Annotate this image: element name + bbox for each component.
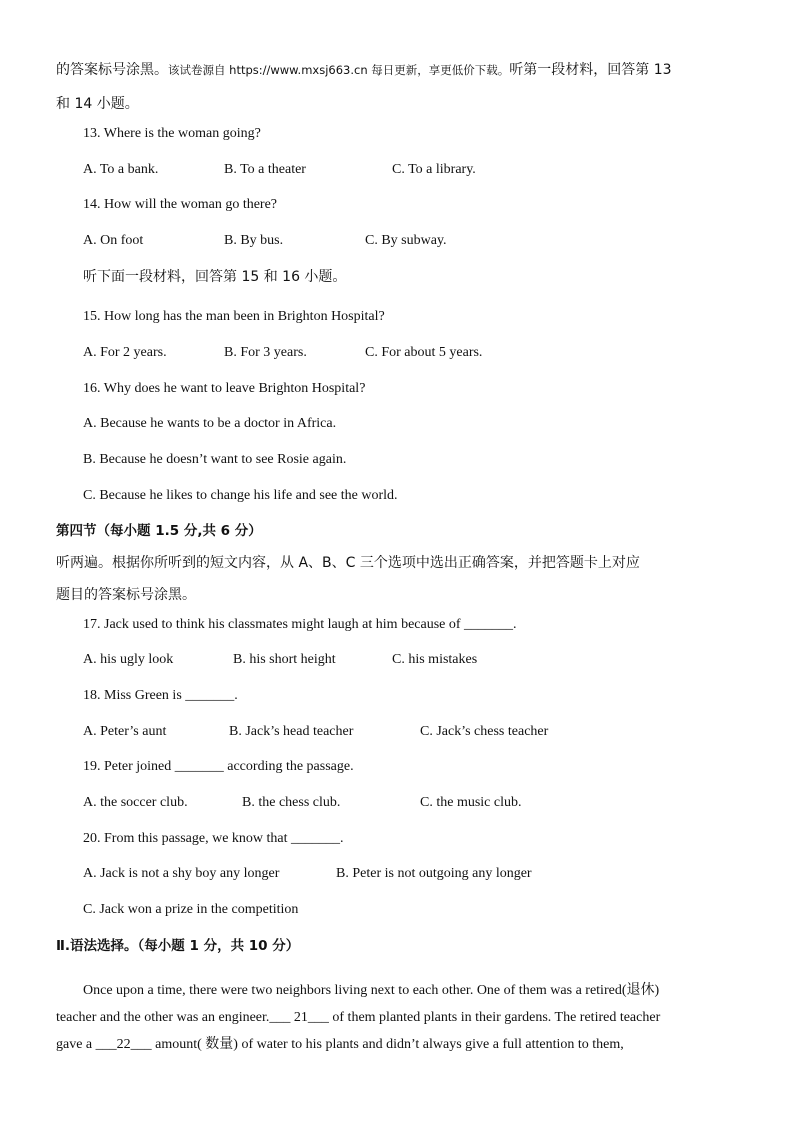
question-19-option-c: C. the music club.	[420, 795, 522, 810]
question-13-option-c: C. To a library.	[392, 162, 476, 177]
question-16-stem: 16. Why does he want to leave Brighton Hospital?	[83, 381, 366, 396]
question-18-option-c: C. Jack’s chess teacher	[420, 724, 549, 739]
header-line-2: 和 14 小题。	[56, 96, 139, 112]
question-17-stem: 17. Jack used to think his classmates might laugh at him because of _______.	[83, 617, 517, 632]
question-19-option-a: A. the soccer club.	[83, 795, 188, 810]
question-14-option-a: A. On foot	[83, 233, 144, 248]
grammar-paragraph-line-2: teacher and the other was an engineer.___ 21___ of them planted plants in their gardens. The retired teacher	[56, 1010, 661, 1025]
question-15-option-a: A. For 2 years.	[83, 345, 167, 360]
question-19-option-b: B. the chess club.	[242, 795, 341, 810]
question-14-option-b: B. By bus.	[224, 233, 284, 248]
question-17-option-b: B. his short height	[233, 652, 336, 667]
grammar-section-title: Ⅱ.语法选择。（每小题 1 分，共 10 分）	[56, 938, 300, 954]
question-13-stem: 13. Where is the woman going?	[83, 126, 261, 141]
header-text-1: 的答案标号涂黑。	[56, 62, 168, 78]
question-15-option-c: C. For about 5 years.	[365, 345, 483, 360]
question-20-option-a: A. Jack is not a shy boy any longer	[83, 866, 280, 881]
header-text-2: 听第一段材料，回答第 13	[509, 62, 672, 78]
question-15-option-b: B. For 3 years.	[224, 345, 307, 360]
instruction-15-16: 听下面一段材料，回答第 15 和 16 小题。	[83, 269, 347, 285]
question-16-option-a: A. Because he wants to be a doctor in Africa.	[83, 416, 337, 431]
section-4-instruction-2: 题目的答案标号涂黑。	[56, 587, 196, 603]
grammar-paragraph-line-1: Once upon a time, there were two neighbors living next to each other. One of them was a retired(退休)	[83, 983, 660, 998]
question-19-stem: 19. Peter joined _______ according the passage.	[83, 759, 354, 774]
question-20-option-c: C. Jack won a prize in the competition	[83, 902, 299, 917]
question-16-option-b: B. Because he doesn’t want to see Rosie again.	[83, 452, 347, 467]
question-14-stem: 14. How will the woman go there?	[83, 197, 278, 212]
question-14-option-c: C. By subway.	[365, 233, 447, 248]
watermark-text: 该试卷源自 https://www.mxsj663.cn 每日更新，享更低价下载。	[168, 63, 510, 77]
section-4-title: 第四节（每小题 1.5 分,共 6 分）	[56, 523, 262, 539]
section-4-instruction-1: 听两遍。根据你所听到的短文内容，从 A、B、C 三个选项中选出正确答案，并把答题卡上对应	[56, 555, 640, 571]
question-13-option-a: A. To a bank.	[83, 162, 159, 177]
question-13-option-b: B. To a theater	[224, 162, 306, 177]
question-20-stem: 20. From this passage, we know that _______.	[83, 831, 344, 846]
question-17-option-c: C. his mistakes	[392, 652, 478, 667]
question-20-option-b: B. Peter is not outgoing any longer	[336, 866, 532, 881]
question-18-option-b: B. Jack’s head teacher	[229, 724, 354, 739]
question-16-option-c: C. Because he likes to change his life and see the world.	[83, 488, 398, 503]
header-line-1	[56, 60, 672, 80]
grammar-paragraph-line-3: gave a ___22___ amount( 数量) of water to his plants and didn’t always give a full attention to them,	[56, 1037, 624, 1052]
question-15-stem: 15. How long has the man been in Brighton Hospital?	[83, 309, 385, 324]
question-17-option-a: A. his ugly look	[83, 652, 174, 667]
question-18-stem: 18. Miss Green is _______.	[83, 688, 238, 703]
question-18-option-a: A. Peter’s aunt	[83, 724, 167, 739]
